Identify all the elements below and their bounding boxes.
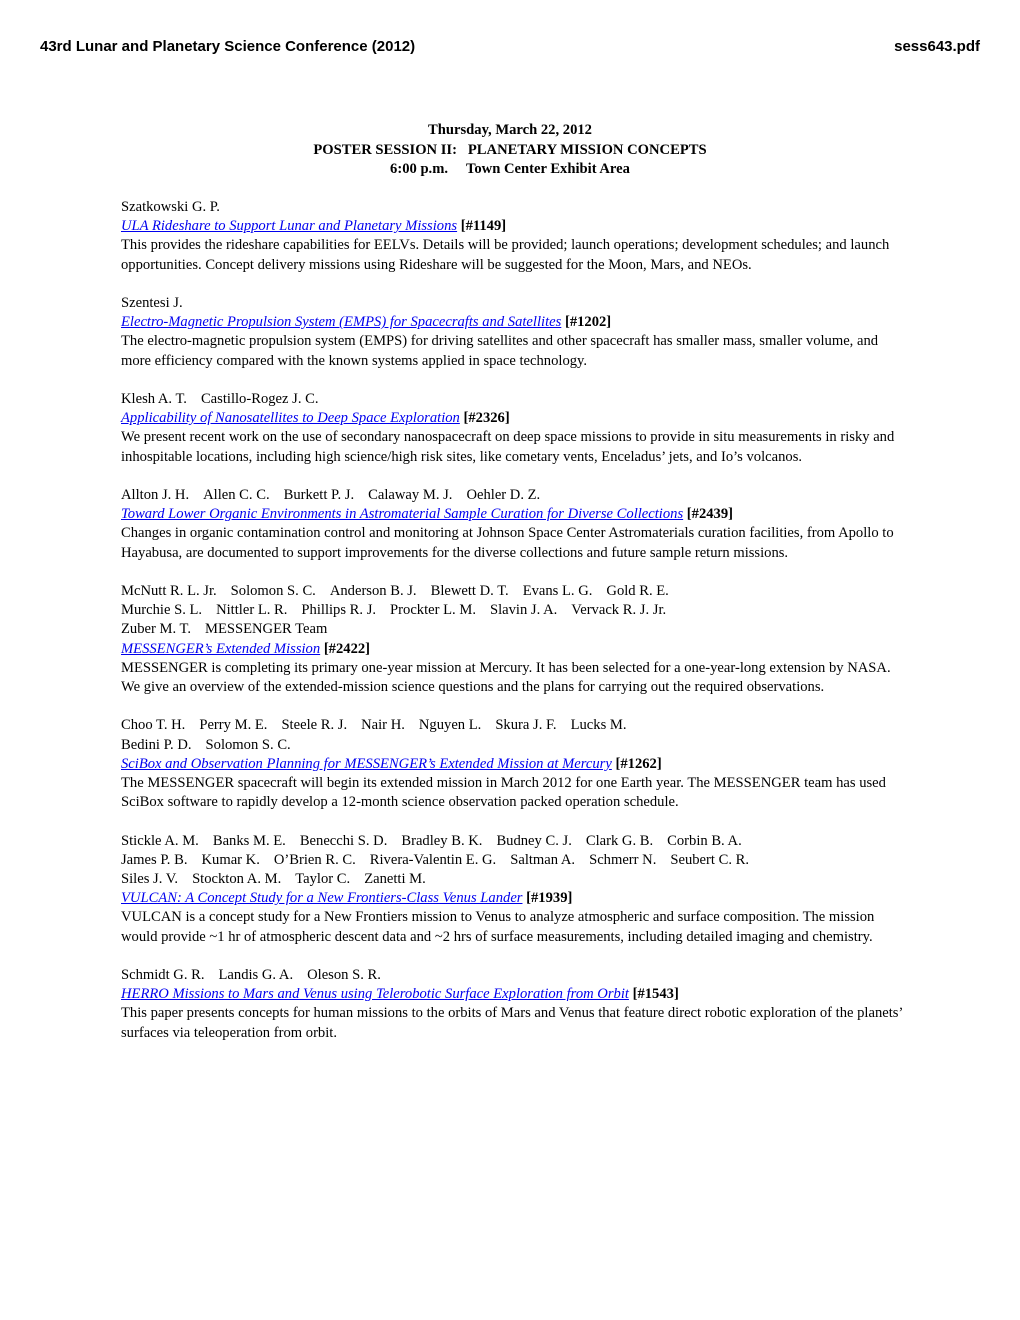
author-name: Calaway M. J. — [368, 487, 453, 503]
author-name: Siles J. V. — [121, 871, 179, 888]
author-name: Skura J. F. — [495, 717, 557, 734]
session-date: Thursday, March 22, 2012 — [428, 122, 592, 138]
abstract-text: The MESSENGER spacecraft will begin its extended mission in March 2012 for one Earth year. The MESSENGER team has used SciBox software to rapidly develop a 12-month science observation packed operation schedule. — [121, 775, 886, 811]
abstract-number: [#1202] — [564, 314, 612, 331]
author-name: Zanetti M. — [364, 871, 426, 888]
author-name: Nair H. — [361, 717, 405, 734]
abstract-entry — [121, 966, 911, 1043]
author-name: Nittler L. R. — [216, 602, 288, 619]
author-line — [121, 966, 911, 985]
title-line — [121, 313, 911, 332]
author-line — [121, 851, 911, 870]
author-line — [121, 582, 911, 601]
author-list — [121, 582, 911, 640]
abstract-number: [#2326] — [463, 410, 510, 427]
author-name: Perry M. E. — [199, 717, 268, 734]
abstract-text: MESSENGER is completing its primary one-year mission at Mercury. It has been selected for a one-year-long extension by NASA. We give an overview of the extended-mission science questions and the plans for carrying out the required observations. — [121, 659, 891, 696]
abstract-entry — [121, 294, 911, 371]
author-line — [121, 832, 911, 851]
title-line — [121, 985, 911, 1004]
abstract-title-link[interactable]: Applicability of Nanosatellites to Deep Space Exploration — [121, 410, 460, 427]
author-name: Szatkowski G. P. — [121, 199, 220, 215]
author-name: Bradley B. K. — [401, 832, 483, 849]
author-name: Lucks M. — [570, 717, 627, 734]
author-line — [121, 620, 911, 639]
author-line — [121, 736, 911, 755]
abstract-number: [#1939] — [526, 890, 573, 907]
author-name: Steele R. J. — [281, 717, 348, 734]
abstract-title-link[interactable]: ULA Rideshare to Support Lunar and Planetary Missions — [121, 218, 458, 235]
file-name: sess643.pdf — [894, 38, 980, 55]
abstract-entry — [121, 582, 911, 697]
author-name: Budney C. J. — [496, 832, 572, 849]
author-line — [121, 294, 911, 313]
author-name: Oleson S. R. — [307, 967, 381, 984]
abstract-text: We present recent work on the use of secondary nanospacecraft on deep space missions to provide in situ measurements in risky and inhospitable locations, including high science/high risk sites, like cometary vents, Enceladus’ jets, and Io’s volcanos. — [121, 429, 895, 465]
author-line — [121, 601, 911, 620]
author-name: Saltman A. — [510, 851, 576, 868]
session-heading — [0, 121, 1020, 180]
author-list — [121, 716, 911, 754]
author-name: Burkett P. J. — [283, 487, 355, 503]
author-line — [121, 390, 911, 409]
author-name: Allton J. H. — [121, 487, 190, 503]
session-title: POSTER SESSION II: PLANETARY MISSION CONCEPTS — [313, 141, 707, 158]
author-name: Slavin J. A. — [489, 602, 558, 619]
abstract-number: [#2422] — [323, 640, 371, 657]
abstract-title-link[interactable]: Toward Lower Organic Environments in Astromaterial Sample Curation for Diverse Collections — [121, 506, 684, 523]
abstract-title-link[interactable]: MESSENGER’s Extended Mission — [121, 640, 321, 657]
author-name: Evans L. G. — [522, 583, 593, 599]
author-name: Castillo-Rogez J. C. — [200, 391, 319, 407]
author-name: Stockton A. M. — [192, 871, 282, 888]
title-line — [121, 755, 911, 774]
abstract-entry — [121, 486, 911, 563]
abstract-entry — [121, 390, 911, 467]
author-name: Schmerr N. — [589, 851, 657, 868]
title-line — [121, 217, 911, 236]
author-name: Banks M. E. — [212, 832, 286, 849]
conference-title: 43rd Lunar and Planetary Science Conference (2012) — [40, 38, 416, 55]
abstract-list — [121, 198, 911, 1062]
author-name: Zuber M. T. — [121, 621, 191, 638]
author-name: Bedini P. D. — [121, 736, 192, 753]
page-header — [40, 38, 980, 58]
abstract-text: Changes in organic contamination control and monitoring at Johnson Space Center Astromaterials curation facilities, from Apollo to Hayabusa, are documented to support improvements for the diverse collections and future sample return missions. — [121, 525, 894, 561]
author-list — [121, 390, 911, 409]
abstract-number: [#1262] — [615, 755, 662, 772]
author-line — [121, 486, 911, 505]
abstract-text: This provides the rideshare capabilities for EELVs. Details will be provided; launch operations; development schedules; and launch opportunities. Concept delivery missions using Rideshare will be suggested for the Moon, Mars, and NEOs. — [121, 237, 890, 273]
author-name: Murchie S. L. — [121, 602, 203, 619]
author-name: Szentesi J. — [121, 295, 183, 311]
abstract-title-link[interactable]: SciBox and Observation Planning for MESSENGER’s Extended Mission at Mercury — [121, 755, 612, 772]
author-list — [121, 832, 911, 890]
abstract-number: [#1543] — [632, 986, 679, 1003]
author-name: Allen C. C. — [203, 487, 270, 503]
author-name: Corbin B. A. — [667, 832, 742, 849]
author-name: MESSENGER Team — [204, 621, 328, 638]
abstract-number: [#1149] — [460, 218, 507, 235]
abstract-text: The electro-magnetic propulsion system (EMPS) for driving satellites and other spacecraft has smaller mass, smaller volume, and more efficiency compared with the known systems applied in space technology. — [121, 333, 879, 369]
author-name: Prockter L. M. — [390, 602, 476, 619]
author-line — [121, 198, 911, 217]
title-line — [121, 409, 911, 428]
author-name: Blewett D. T. — [430, 583, 509, 599]
abstract-entry — [121, 198, 911, 275]
author-list — [121, 486, 911, 505]
author-name: McNutt R. L. Jr. — [121, 583, 217, 599]
author-name: Klesh A. T. — [121, 391, 187, 407]
author-name: Nguyen L. — [418, 717, 482, 734]
title-line — [121, 889, 911, 908]
author-name: Seubert C. R. — [670, 851, 750, 868]
abstract-title-link[interactable]: VULCAN: A Concept Study for a New Frontiers-Class Venus Lander — [121, 890, 523, 907]
author-name: Benecchi S. D. — [299, 832, 388, 849]
author-name: Solomon S. C. — [205, 736, 291, 753]
abstract-entry — [121, 832, 911, 947]
author-name: Choo T. H. — [121, 717, 186, 734]
author-name: Vervack R. J. Jr. — [571, 602, 667, 619]
author-name: O’Brien R. C. — [273, 851, 356, 868]
author-name: Clark G. B. — [585, 832, 654, 849]
author-name: Rivera-Valentin E. G. — [369, 851, 497, 868]
author-list — [121, 198, 911, 217]
author-name: Oehler D. Z. — [466, 487, 541, 503]
author-name: Anderson B. J. — [329, 583, 417, 599]
author-name: Gold R. E. — [606, 583, 669, 599]
title-line — [121, 640, 911, 659]
author-name: Solomon S. C. — [230, 583, 316, 599]
author-name: Kumar K. — [201, 851, 260, 868]
title-line — [121, 505, 911, 524]
abstract-title-link[interactable]: Electro-Magnetic Propulsion System (EMPS) for Spacecrafts and Satellites — [121, 314, 562, 331]
abstract-entry — [121, 716, 911, 812]
author-list — [121, 294, 911, 313]
abstract-number: [#2439] — [686, 506, 734, 523]
author-list — [121, 966, 911, 985]
author-line — [121, 870, 911, 889]
abstract-text: This paper presents concepts for human missions to the orbits of Mars and Venus that feature direct robotic exploration of the planets’ surfaces via teleoperation from orbit. — [121, 1005, 903, 1041]
author-name: Schmidt G. R. — [121, 967, 205, 984]
author-name: James P. B. — [121, 851, 188, 868]
author-name: Taylor C. — [295, 871, 351, 888]
author-line — [121, 716, 911, 735]
abstract-text: VULCAN is a concept study for a New Frontiers mission to Venus to analyze atmospheric and surface composition. The mission would provide ~1 hr of atmospheric descent data and ~2 hrs of surface measurements, including detailed imaging and chemistry. — [121, 909, 875, 945]
author-name: Stickle A. M. — [121, 832, 199, 849]
author-name: Landis G. A. — [218, 967, 294, 984]
abstract-title-link[interactable]: HERRO Missions to Mars and Venus using Telerobotic Surface Exploration from Orbit — [121, 986, 629, 1003]
author-name: Phillips R. J. — [301, 602, 377, 619]
session-time-place: 6:00 p.m. Town Center Exhibit Area — [390, 161, 630, 177]
